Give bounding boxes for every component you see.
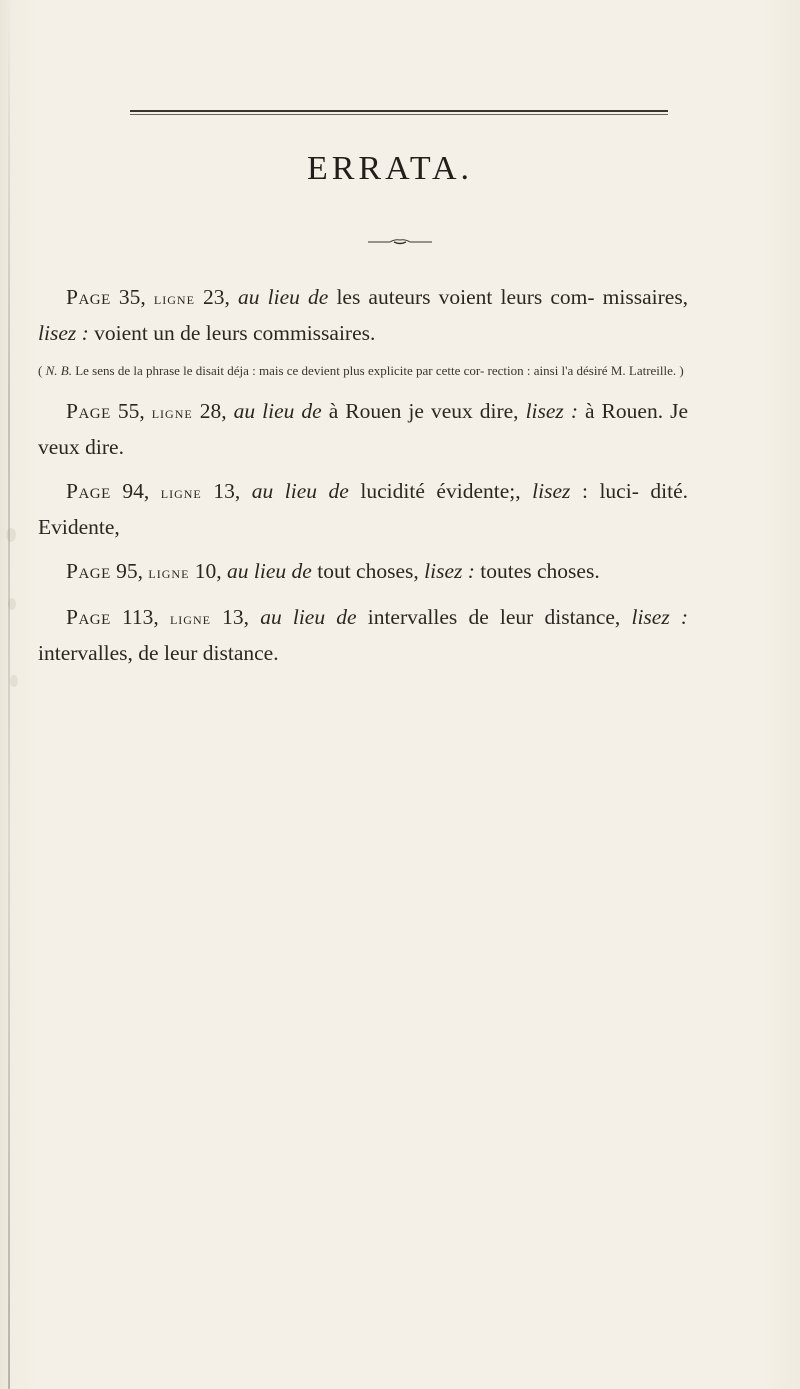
page-number: 35,	[118, 285, 146, 309]
au-lieu-de: au lieu de	[227, 559, 312, 583]
correct-text: intervalles, de leur distance.	[38, 641, 279, 665]
line-label: ligne	[151, 403, 193, 422]
wrong-text: lucidité évidente;,	[360, 479, 521, 503]
page-number: 94,	[122, 479, 150, 503]
line-label: ligne	[148, 563, 190, 582]
page-number: 113,	[121, 605, 159, 629]
wrong-text: tout choses,	[317, 559, 419, 583]
wrong-text: intervalles de leur distance,	[367, 605, 621, 629]
editor-note: ( N. B. Le sens de la phrase le disait déja : mais ce devient plus explicite par cette cor- rection : ainsi l'a désiré M. Latreille. )	[38, 363, 684, 378]
note-text: Le sens de la phrase le disait déja : mais ce devient plus explicite par cette cor- rection : ainsi l'a désiré M. Latreille.	[75, 363, 677, 378]
line-number: 13,	[222, 605, 250, 629]
paper-stain	[6, 528, 16, 542]
ornament-divider	[368, 238, 432, 246]
au-lieu-de: au lieu de	[260, 605, 357, 629]
line-label: ligne	[169, 609, 211, 628]
line-number: 10,	[194, 559, 222, 583]
line-number: 23,	[203, 285, 230, 309]
wrong-text: les auteurs voient leurs com- missaires,	[336, 285, 689, 309]
errata-entry	[38, 474, 688, 544]
page-label: Page	[66, 605, 111, 629]
lisez-label: lisez :	[424, 559, 475, 583]
line-label: ligne	[160, 483, 202, 502]
paper-stain	[8, 598, 16, 610]
errata-entry	[38, 554, 688, 590]
correct-text: : luci- dité. Evidente,	[38, 479, 689, 539]
wrong-text: à Rouen je veux dire,	[328, 399, 519, 423]
line-number: 28,	[199, 399, 227, 423]
page-label: Page	[66, 559, 111, 583]
lisez-label: lisez	[532, 479, 571, 503]
correct-text: à Rouen. Je veux dire.	[38, 399, 688, 459]
correct-text: voient un de leurs commissaires.	[94, 321, 376, 345]
lisez-label: lisez :	[38, 321, 89, 345]
errata-entry	[38, 394, 688, 464]
paper-stain	[10, 675, 18, 687]
top-rule	[130, 110, 668, 112]
errata-entry	[38, 280, 688, 350]
top-rule-thin	[130, 114, 668, 115]
page-label: Page	[66, 479, 111, 503]
errata-entry	[38, 600, 688, 670]
line-number: 13,	[213, 479, 241, 503]
lisez-label: lisez :	[525, 399, 578, 423]
note-nb: N. B.	[45, 363, 72, 378]
page-label: Page	[66, 285, 111, 309]
au-lieu-de: au lieu de	[238, 285, 329, 309]
page-number: 55,	[117, 399, 145, 423]
au-lieu-de: au lieu de	[251, 479, 349, 503]
page-title: ERRATA.	[306, 150, 473, 187]
line-label: ligne	[153, 289, 195, 308]
binding-shadow	[8, 0, 10, 1389]
page-number: 95,	[116, 559, 144, 583]
page-label: Page	[66, 399, 111, 423]
errata-list	[38, 280, 688, 680]
correct-text: toutes choses.	[480, 559, 600, 583]
au-lieu-de: au lieu de	[233, 399, 322, 423]
lisez-label: lisez :	[631, 605, 689, 629]
